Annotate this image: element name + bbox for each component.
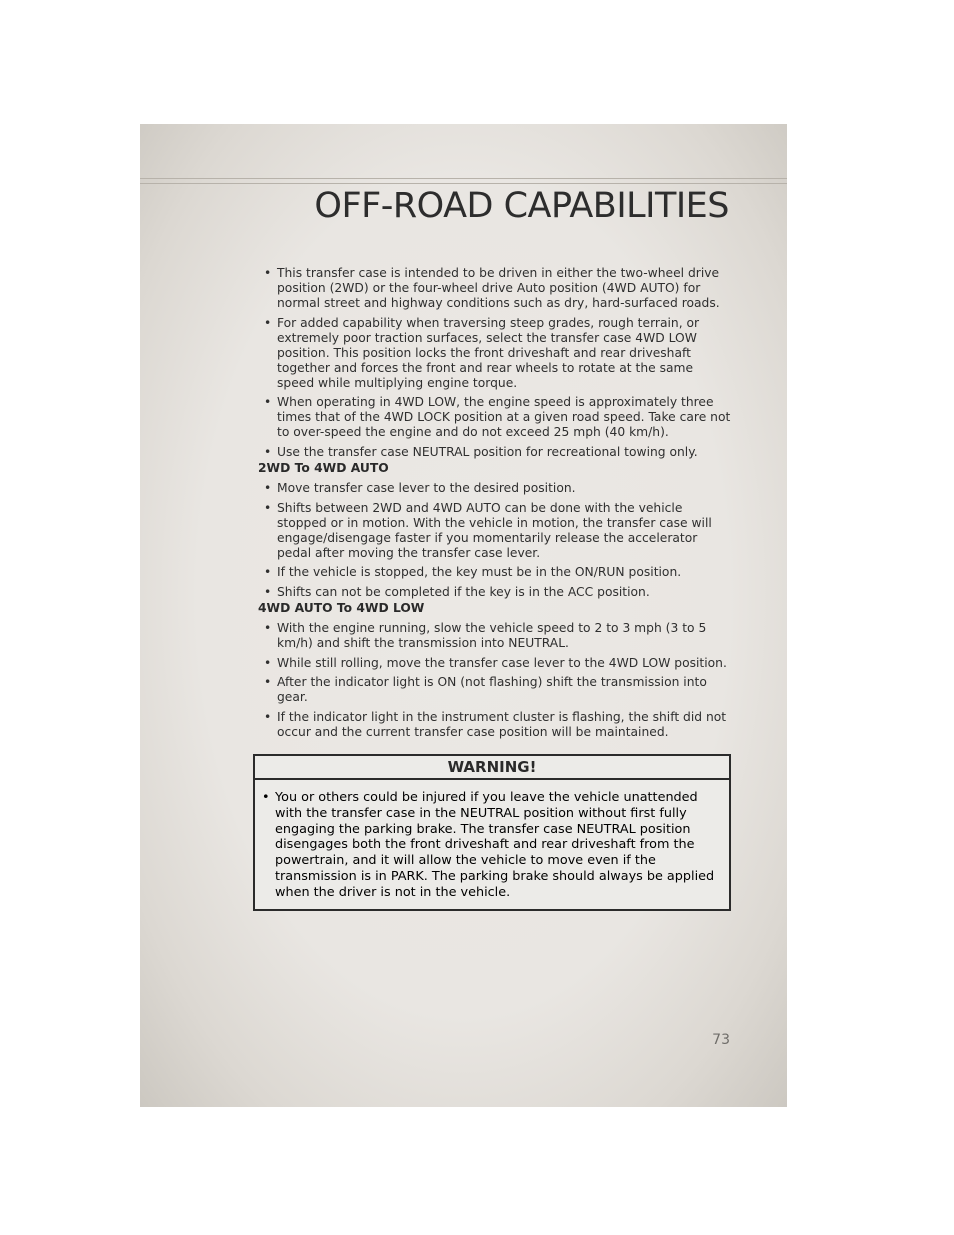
list-item: • With the engine running, slow the vehicle speed to 2 to 3 mph (3 to 5 km/h) and shift the transmission into NEUTRAL.	[258, 621, 733, 651]
page-number: 73	[712, 1032, 730, 1048]
main-content	[258, 266, 733, 744]
page-title: OFF-ROAD CAPABILITIES	[314, 186, 729, 226]
list-item: • Shifts between 2WD and 4WD AUTO can be done with the vehicle stopped or in motion. With the vehicle in motion, the transfer case will engage/disengage faster if you momentarily release the accelerator pedal after moving the transfer case lever.	[258, 501, 733, 561]
list-item: • Shifts can not be completed if the key is in the ACC position.	[258, 585, 733, 600]
list-item: • If the indicator light in the instrument cluster is flashing, the shift did not occur and the current transfer case position will be maintained.	[258, 710, 733, 740]
header-rule-top	[140, 178, 787, 179]
section-2wd-bullet-list	[258, 481, 733, 600]
list-item: • When operating in 4WD LOW, the engine speed is approximately three times that of the 4WD LOCK position at a given road speed. Take care not to over-speed the engine and do not exceed 25 mph (40 km/h).	[258, 395, 733, 440]
list-item: • If the vehicle is stopped, the key must be in the ON/RUN position.	[258, 565, 733, 580]
manual-page	[140, 124, 787, 1107]
warning-box	[253, 754, 731, 911]
list-item: • For added capability when traversing steep grades, rough terrain, or extremely poor traction surfaces, select the transfer case 4WD LOW position. This position locks the front driveshaft and rear driveshaft together and forces the front and rear wheels to rotate at the same speed while multiplying engine torque.	[258, 316, 733, 391]
warning-body	[255, 780, 729, 909]
warning-heading: WARNING!	[255, 756, 729, 780]
list-item: • While still rolling, move the transfer case lever to the 4WD LOW position.	[258, 656, 733, 671]
list-item: • Use the transfer case NEUTRAL position for recreational towing only.	[258, 445, 733, 460]
list-item: • This transfer case is intended to be driven in either the two-wheel drive position (2WD) or the four-wheel drive Auto position (4WD AUTO) for normal street and highway conditions such as dry, hard-surfaced roads.	[258, 266, 733, 311]
intro-bullet-list	[258, 266, 733, 460]
section-heading-2wd-to-4wd-auto: 2WD To 4WD AUTO	[258, 461, 389, 475]
section-4wd-bullet-list	[258, 621, 733, 740]
section-heading-4wd-auto-to-4wd-low: 4WD AUTO To 4WD LOW	[258, 601, 425, 615]
list-item: • Move transfer case lever to the desired position.	[258, 481, 733, 496]
header-rule-bottom	[140, 183, 787, 184]
list-item: • You or others could be injured if you leave the vehicle unattended with the transfer case in the NEUTRAL position without first fully engaging the parking brake. The transfer case NEUTRAL position disengages both the front driveshaft and rear driveshaft from the powertrain, and it will allow the vehicle to move even if the transmission is in PARK. The parking brake should always be applied when the driver is not in the vehicle.	[260, 790, 721, 901]
warning-bullet-list	[260, 790, 721, 901]
list-item: • After the indicator light is ON (not flashing) shift the transmission into gear.	[258, 675, 733, 705]
